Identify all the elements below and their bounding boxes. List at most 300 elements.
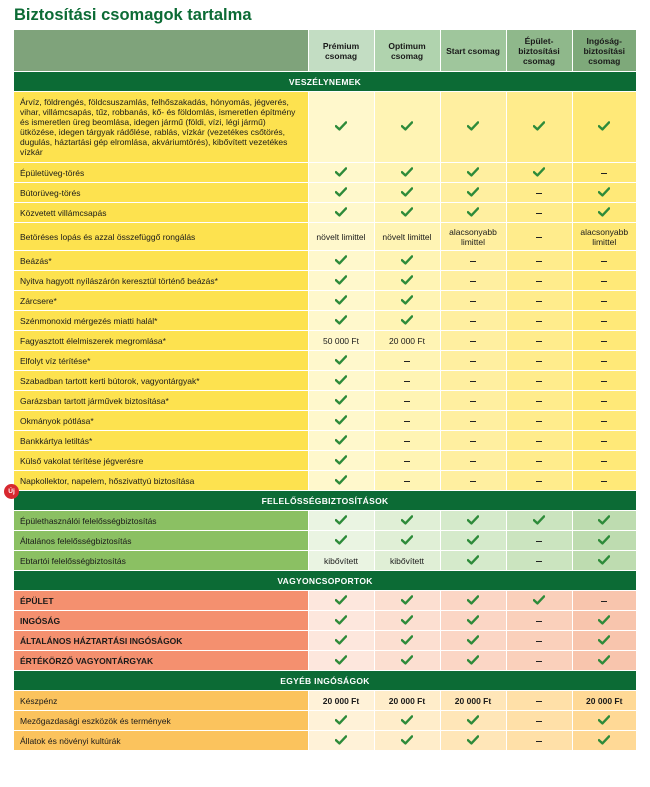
checkmark-icon [598,515,610,525]
checkmark-icon [335,635,347,645]
checkmark-icon [335,395,347,405]
check-icon [374,611,440,631]
checkmark-icon [467,655,479,665]
checkmark-icon [467,635,479,645]
dash-icon [536,541,542,542]
table-row [14,331,636,351]
cell-value [440,223,506,251]
check-icon [308,511,374,531]
checkmark-icon [335,375,347,385]
checkmark-icon [401,715,413,725]
dash-icon [536,237,542,238]
checkmark-icon [335,415,347,425]
check-icon [308,311,374,331]
not-included-dash [572,591,636,611]
table-header-row [14,30,636,72]
row-label: Külső vakolat térítése jégverésre [14,451,308,471]
cell-value [308,551,374,571]
not-included-dash [506,271,572,291]
not-included-dash [374,351,440,371]
table-row [14,471,636,491]
checkmark-icon [467,207,479,217]
table-row [14,203,636,223]
check-icon [374,163,440,183]
checkmark-icon [467,121,479,131]
dash-icon [536,721,542,722]
checkmark-icon [335,655,347,665]
not-included-dash [572,371,636,391]
cell-value [374,331,440,351]
check-icon [506,163,572,183]
dash-icon [601,481,607,482]
dash-icon [404,481,410,482]
checkmark-icon [467,187,479,197]
dash-icon [601,361,607,362]
table-row [14,351,636,371]
check-icon [308,431,374,451]
table-row [14,731,636,751]
cell-text: kibővített [389,555,425,566]
checkmark-icon [533,167,545,177]
checkmark-icon [467,715,479,725]
check-icon [572,531,636,551]
dash-icon [536,621,542,622]
not-included-dash [440,271,506,291]
not-included-dash [572,411,636,431]
not-included-dash [506,291,572,311]
section-header-asset-groups [14,571,636,591]
check-icon [440,711,506,731]
checkmark-icon [335,255,347,265]
not-included-dash [506,531,572,551]
checkmark-icon [533,595,545,605]
checkmark-icon [467,535,479,545]
not-included-dash [440,391,506,411]
check-icon [308,471,374,491]
table-row [14,431,636,451]
checkmark-icon [467,735,479,745]
dash-icon [601,401,607,402]
dash-icon [536,641,542,642]
check-icon [308,92,374,163]
table-row [14,531,636,551]
dash-icon [536,301,542,302]
check-icon [440,531,506,551]
not-included-dash [440,251,506,271]
dash-icon [470,441,476,442]
dash-icon [536,701,542,702]
not-included-dash [572,291,636,311]
check-icon [440,731,506,751]
checkmark-icon [598,555,610,565]
row-label: Szabadban tartott kerti bútorok, vagyontárgyak* [14,371,308,391]
cell-value [572,691,636,711]
check-icon [374,271,440,291]
row-label: Épületüveg-törés [14,163,308,183]
dash-icon [470,401,476,402]
table-row [14,511,636,531]
row-label: Szénmonoxid mérgezés miatti halál* [14,311,308,331]
not-included-dash [572,271,636,291]
not-included-dash [572,471,636,491]
section-title: EGYÉB INGÓSÁGOK [14,671,636,691]
check-icon [308,591,374,611]
checkmark-icon [401,655,413,665]
not-included-dash [506,731,572,751]
not-included-dash [506,411,572,431]
check-icon [572,711,636,731]
dash-icon [536,381,542,382]
dash-icon [470,481,476,482]
not-included-dash [572,391,636,411]
not-included-dash [506,331,572,351]
dash-icon [404,401,410,402]
table-row [14,271,636,291]
not-included-dash [572,331,636,351]
check-icon [374,531,440,551]
not-included-dash [440,451,506,471]
dash-icon [536,741,542,742]
not-included-dash [572,431,636,451]
cell-value [374,691,440,711]
dash-icon [601,341,607,342]
check-icon [572,551,636,571]
dash-icon [536,193,542,194]
cell-value [308,691,374,711]
cell-text: 20 000 Ft [586,695,623,706]
check-icon [440,163,506,183]
check-icon [374,651,440,671]
not-included-dash [572,311,636,331]
cell-text: 20 000 Ft [454,695,492,706]
row-label: Elfolyt víz térítése* [14,351,308,371]
dash-icon [536,213,542,214]
dash-icon [404,381,410,382]
check-icon [374,711,440,731]
not-included-dash [506,551,572,571]
cell-value [374,223,440,251]
checkmark-icon [401,615,413,625]
dash-icon [601,601,607,602]
row-label: Napkollektor, napelem, hőszivattyú biztosítása [14,471,308,491]
dash-icon [536,481,542,482]
check-icon [572,631,636,651]
check-icon [374,731,440,751]
checkmark-icon [467,555,479,565]
row-label: Bankkártya letiltás* [14,431,308,451]
check-icon [374,631,440,651]
row-label: Közvetett villámcsapás [14,203,308,223]
table-row [14,391,636,411]
row-label: Garázsban tartott járművek biztosítása* [14,391,308,411]
not-included-dash [374,431,440,451]
not-included-dash [440,411,506,431]
check-icon [374,311,440,331]
checkmark-icon [598,735,610,745]
section-header-hazards [14,72,636,92]
dash-icon [536,461,542,462]
check-icon [308,391,374,411]
cell-text: 20 000 Ft [322,695,360,706]
not-included-dash [506,611,572,631]
not-included-dash [440,311,506,331]
dash-icon [470,361,476,362]
checkmark-icon [598,715,610,725]
table-row [14,451,636,471]
column-header-building: Épület-biztosítási csomag [506,30,572,72]
checkmark-icon [401,255,413,265]
checkmark-icon [467,595,479,605]
checkmark-icon [401,121,413,131]
checkmark-icon [335,455,347,465]
checkmark-icon [467,615,479,625]
cell-text: 50 000 Ft [323,335,359,346]
table-row [14,411,636,431]
checkmark-icon [401,515,413,525]
not-included-dash [440,351,506,371]
check-icon [440,591,506,611]
dash-icon [601,321,607,322]
checkmark-icon [335,715,347,725]
checkmark-icon [335,355,347,365]
check-icon [572,183,636,203]
cell-value [440,691,506,711]
dash-icon [601,281,607,282]
column-header-contents: Ingóság-biztosítási csomag [572,30,636,72]
checkmark-icon [401,315,413,325]
check-icon [374,591,440,611]
checkmark-icon [467,167,479,177]
column-header-start: Start csomag [440,30,506,72]
check-icon [506,591,572,611]
checkmark-icon [335,735,347,745]
check-icon [374,511,440,531]
not-included-dash [440,291,506,311]
dash-icon [470,421,476,422]
checkmark-icon [335,475,347,485]
dash-icon [536,281,542,282]
checkmark-icon [335,207,347,217]
cell-text: alacsonyabb limittel [580,226,629,247]
row-label: Okmányok pótlása* [14,411,308,431]
cell-value [572,223,636,251]
dash-icon [404,421,410,422]
table-row [14,183,636,203]
table-row [14,711,636,731]
dash-icon [536,321,542,322]
row-label: Zárcsere* [14,291,308,311]
cell-value [308,223,374,251]
check-icon [308,351,374,371]
checkmark-icon [533,121,545,131]
checkmark-icon [335,435,347,445]
table-row [14,611,636,631]
dash-icon [536,561,542,562]
checkmark-icon [533,515,545,525]
check-icon [506,92,572,163]
dash-icon [470,321,476,322]
section-title: VESZÉLYNEMEK [14,72,636,92]
table-row [14,631,636,651]
table-row [14,163,636,183]
not-included-dash [506,391,572,411]
row-label: Árvíz, földrengés, földcsuszamlás, felhőszakadás, hónyomás, jégverés, vihar, villámcsapás, tűz, robbanás, kő- és földomlás, ismeretlen építmény és ismeretlen üreg beomlása, idegen jármű (földi, vízi, légi jármű) ütközése, idegen tárgyak rádőlése, rablás, vízkár (vezetékes csőtörés, dugulás, háztartási gép elromlása, akváriumtörés), kibővített vezetékes vízkár [14,92,308,163]
checkmark-icon [335,515,347,525]
checkmark-icon [335,615,347,625]
not-included-dash [506,251,572,271]
check-icon [308,731,374,751]
table-row [14,291,636,311]
dash-icon [601,301,607,302]
not-included-dash [506,451,572,471]
check-icon [308,371,374,391]
row-label: Általános felelősségbiztosítás [14,531,308,551]
row-label: Épülethasználói felelősségbiztosítás [14,511,308,531]
row-label: Nyitva hagyott nyílászárón keresztül történő beázás* [14,271,308,291]
row-label: ÁLTALÁNOS HÁZTARTÁSI INGÓSÁGOK [14,631,308,651]
check-icon [440,92,506,163]
not-included-dash [506,351,572,371]
table-row [14,92,636,163]
check-icon [440,611,506,631]
check-icon [308,631,374,651]
cell-value [308,331,374,351]
checkmark-icon [335,295,347,305]
section-header-liability [14,491,636,511]
check-icon [308,711,374,731]
dash-icon [536,361,542,362]
dash-icon [601,173,607,174]
check-icon [572,731,636,751]
checkmark-icon [401,207,413,217]
row-label: ÉPÜLET [14,591,308,611]
dash-icon [470,261,476,262]
check-icon [440,651,506,671]
not-included-dash [572,251,636,271]
table-row [14,651,636,671]
not-included-dash [506,691,572,711]
checkmark-icon [598,655,610,665]
new-badge: Új [4,484,19,499]
not-included-dash [506,223,572,251]
row-label: Bútorüveg-törés [14,183,308,203]
checkmark-icon [401,735,413,745]
check-icon [440,631,506,651]
dash-icon [601,381,607,382]
dash-icon [601,421,607,422]
check-icon [572,611,636,631]
row-label: Készpénz [14,691,308,711]
checkmark-icon [335,595,347,605]
check-icon [308,411,374,431]
table-row [14,551,636,571]
not-included-dash [440,331,506,351]
check-icon [572,92,636,163]
check-icon [572,511,636,531]
not-included-dash [374,451,440,471]
not-included-dash [572,451,636,471]
checkmark-icon [401,187,413,197]
check-icon [440,203,506,223]
check-icon [308,203,374,223]
dash-icon [470,461,476,462]
checkmark-icon [401,535,413,545]
check-icon [308,251,374,271]
row-label: ÉRTÉKÖRZŐ VAGYONTÁRGYAK [14,651,308,671]
checkmark-icon [335,535,347,545]
dash-icon [536,261,542,262]
check-icon [308,291,374,311]
checkmark-icon [401,167,413,177]
not-included-dash [440,471,506,491]
column-header-optimum: Optimum csomag [374,30,440,72]
checkmark-icon [401,295,413,305]
table-row [14,691,636,711]
check-icon [308,451,374,471]
check-icon [572,203,636,223]
not-included-dash [374,371,440,391]
checkmark-icon [598,207,610,217]
checkmark-icon [401,595,413,605]
not-included-dash [440,371,506,391]
header-blank [14,30,308,72]
dash-icon [536,401,542,402]
cell-value [374,551,440,571]
not-included-dash [440,431,506,451]
dash-icon [601,461,607,462]
cell-text: 20 000 Ft [388,695,426,706]
table-row [14,311,636,331]
check-icon [374,291,440,311]
check-icon [440,511,506,531]
check-icon [440,183,506,203]
check-icon [572,651,636,671]
not-included-dash [374,411,440,431]
dash-icon [536,661,542,662]
cell-text: 20 000 Ft [389,335,425,346]
not-included-dash [374,471,440,491]
dash-icon [470,341,476,342]
not-included-dash [506,311,572,331]
checkmark-icon [401,275,413,285]
section-header-other-contents [14,671,636,691]
dash-icon [470,381,476,382]
cell-text: növelt limittel [382,231,432,242]
dash-icon [470,281,476,282]
dash-icon [601,441,607,442]
checkmark-icon [335,121,347,131]
checkmark-icon [335,167,347,177]
package-comparison-table [14,30,636,751]
cell-text: alacsonyabb limittel [449,226,497,247]
row-label: Betöréses lopás és azzal összefüggő rongálás [14,223,308,251]
check-icon [506,511,572,531]
column-header-premium: Prémium csomag [308,30,374,72]
not-included-dash [506,711,572,731]
checkmark-icon [598,635,610,645]
not-included-dash [506,371,572,391]
checkmark-icon [598,187,610,197]
check-icon [374,203,440,223]
dash-icon [404,361,410,362]
check-icon [308,163,374,183]
section-title: VAGYONCSOPORTOK [14,571,636,591]
not-included-dash [506,631,572,651]
dash-icon [601,261,607,262]
not-included-dash [374,391,440,411]
check-icon [308,651,374,671]
not-included-dash [572,163,636,183]
